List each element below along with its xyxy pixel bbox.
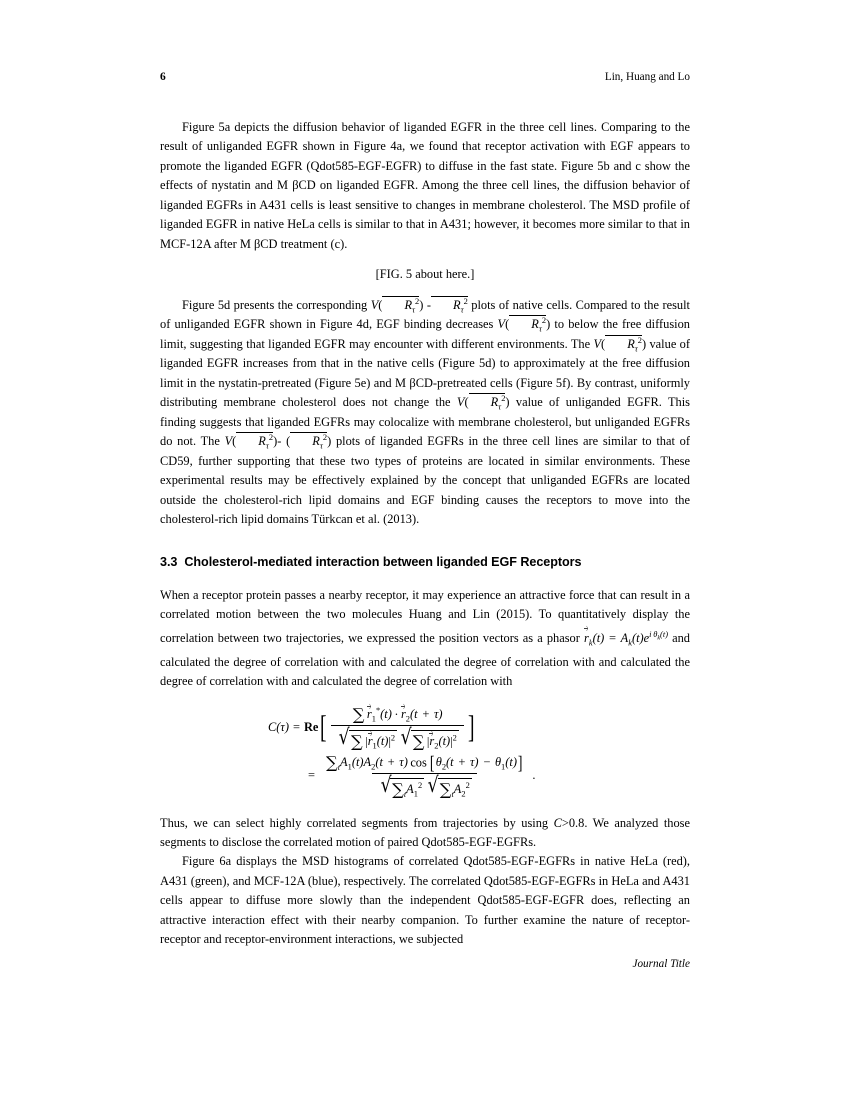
section-heading-3-3 [160,554,690,571]
paragraph-2-text-e: value of unliganded EGFR. This finding suggests that liganded EGFRs may colocalize with membrane cholesterol, but unliganded EGFRs do not. The [160,395,690,449]
equation-fraction-1 [331,705,464,751]
paragraph-4 [160,814,690,853]
math-inline-V-Rtau2-a: V( $R_\tau^2$) [370,295,424,315]
paragraph-2: Figure 5d presents the corresponding V( $R_\tau^2) - R_\tau^2$ plots of native cells. Compared to the result of unliganded EGFR shown in Figure 4d, EGF binding decreases V( $R_\tau^2$) to below the free diffusion limit, suggesting that liganded EGFR may encounter with different environments. The V( $R_\tau^2$) value of liganded EGFR increases from that in the native cells (Figure 5d) to approximately at the free diffusion limit in the nystatin-pretreated (Figure 5e) and M βCD-pretreated cells (Figure 5f). By contrast, uniformly distributing membrane cholesterol does not change the V( $R_\tau^2$) value of unliganded EGFR. This finding suggests that liganded EGFRs may colocalize with membrane cholesterol, but unliganded EGFRs do not. The V( $R_\tau^2)-$ ( $R_\tau^2$) plots of liganded EGFRs in the three cell lines are similar to that of CD59, further supporting that these two types of proteins are located in similar environments. These experimental results may be effectively explained by the concept that unliganded EGFRs are located outside the cholesterol-rich lipid domains and EGF binding causes the receptors to move into the cholesterol-rich lipid domains Türkcan et al. (2013). [160,295,691,527]
paragraph-4-text-a: Thus, we can select highly correlated segments from trajectories by using [160,815,554,830]
display-equation-correlation [160,692,690,810]
equation-denominator-2: √ $\sum_tA_1^2$ √ $\sum_tA_2^2$ [372,773,477,799]
page-body [160,118,690,950]
paragraph-2-text-d: value of liganded EGFR increases from that in the native cells (Figure 5d) to approximately at the free diffusion limit in the nystatin-pretreated (Figure 5e) and M βCD-pretreated cells (Figure 5f). By contrast, uniformly distributing membrane cholesterol does not change the [160,336,690,410]
math-inline-V-Rtau2-d: V( $R_\tau^2$) [456,393,510,412]
equation-bracket-open: [ [320,709,327,745]
section-title: Cholesterol-mediated interaction between liganded EGF Receptors [184,554,582,569]
paragraph-3-text-a: When a receptor protein passes a nearby receptor, it may experience an attractive force that can result in a correlated motion between the two molecules Huang and Lin (2015). To quantitatively display the correlation between two trajectories, we expressed the position vectors as a phasor [160,587,690,645]
equation-equals-2: = [308,768,315,783]
equation-lhs: C(τ) [268,720,289,735]
equation-equals-1: = [292,720,300,735]
math-inline-Rtau2-paren: ( $R_\tau^2$) [286,432,332,451]
math-inline-phasor: r $_k(t) = A_k(t)e^{i \theta_k(t)}$ [583,628,668,648]
equation-re-operator: Re [303,720,319,735]
math-inline-V-Rtau2-c: V( $R_\tau^2$) [593,334,647,354]
page-canvas [160,0,690,1100]
equation-line-2 [160,753,690,799]
running-head [160,71,690,87]
section-number: 3.3 [160,554,178,569]
paragraph-2-text-b: plots of native cells. Compared to the result of unliganded EGFR shown in Figure 4d, EGF binding decreases [160,297,690,332]
paragraph-5: Figure 6a displays the MSD histograms of correlated Qdot585-EGF-EGFRs in native HeLa (red), A431 (green), and MCF-12A (blue), respectively. The correlated Qdot585-EGF-EGFRs in HeLa and A431 cells appear to diffuse more slowly than the independent Qdot585-EGF-EGFR does, reflecting an attractive interaction effect with their nearby companion. To further examine the nature of receptor-receptor and receptor-environment interactions, we subjected [160,854,690,947]
math-inline-C-threshold: C [553,815,562,830]
equation-trailing-punctuation: . [532,768,536,783]
paragraph-2-text-c: to below the free diffusion limit, suggesting that liganded EGFR may encounter with different environments. The [160,317,691,351]
figure-placement-note: [FIG. 5 about here.] [375,267,475,282]
paragraph-2-text-a: Figure 5d presents the corresponding [182,297,371,312]
equation-numerator-2: $\sum_tA_1(t)A_2(t + \tau)$ $\cos [\theta_2(t + \tau) - \theta_1(t)]$ [326,752,523,774]
equation-fraction-2 [321,753,528,799]
math-inline-Rtau2-bar: $R_\tau^2$ [431,296,468,314]
running-foot: Journal Title [632,958,690,970]
paragraph-4-text-b: >0.8. We analyzed those segments to disclose the correlated motion of paired Qdot585-EGF-EGFRs. [160,815,690,849]
page-number: 6 [160,71,166,83]
equation-bracket-close: ] [468,709,475,745]
running-head-authors: Lin, Huang and Lo [604,71,690,83]
paragraph-2-text-f: plots of liganded EGFRs in the three cell lines are similar to that of CD59, further supporting that these two types of proteins are located in similar environments. These experimental results may be effectively explained by the concept that unliganded EGFRs are located outside the cholesterol-rich lipid domains and EGF binding causes the receptors to move into the cholesterol-rich lipid domains Türkcan et al. (2013). [160,434,690,527]
equation-line-1 [160,705,690,751]
math-inline-V-Rtau2-b: V( $R_\tau^2$) [497,315,551,334]
paragraph-1: Figure 5a depicts the diffusion behavior of liganded EGFR in the three cell lines. Comparing to the result of unliganded EGFR shown in Figure 4a, we found that receptor activation with EGF appears to promote the liganded EGFR (Qdot585-EGF-EGFR) to diffuse in the fast state. Figure 5b and c show the effects of nystatin and M βCD on liganded EGFR. Among the three cell lines, the diffusion behavior of liganded EGFRs in A431 cells is least sensitive to changes in membrane cholesterol. The MSD profile of liganded EGFR in native HeLa cells is similar to that in A431; however, it becomes more similar to that in MCF-12A after M βCD treatment (c). [160,120,690,251]
math-inline-V-Rtau2-e: V( $R_\tau^2$) [224,432,278,451]
equation-denominator-1: √ ∑ |r $_1(t)|^2$ √ ∑ |r $_2(t)|^2$ [331,725,464,751]
equation-numerator-1: ∑ r $_1$*(t) · r $_2$(t + τ) [352,704,443,724]
paragraph-3-text-b: and calculated the degree of correlation with and calculated the degree of correlation with and calculated the degree of correlation with and calculated the degree of correlation with [160,630,690,689]
paragraph-3 [160,586,690,692]
